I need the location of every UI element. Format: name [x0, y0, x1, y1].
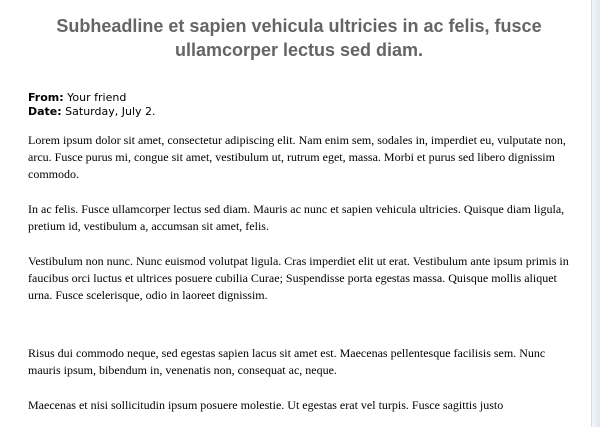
- body-paragraph: Risus dui commodo neque, sed egestas sapien lacus sit amet est. Maecenas pellentesque facilisis sem. Nunc mauris ipsum, bibendum in, venenatis non, consequat ac, neque.: [28, 346, 546, 377]
- from-value: Your friend: [67, 91, 127, 104]
- body-paragraph: Vestibulum non nunc. Nunc euismod volutpat ligula. Cras imperdiet elit ut erat. Vestibulum ante ipsum primis in faucibus orci luctus et ultrices posuere cubilia Curae; Suspendisse porta egestas massa. Quisque mollis aliquet urna. Fusce scelerisque, odio in laoreet dignissim.: [28, 254, 569, 302]
- message-meta: [28, 91, 570, 119]
- document-content: [28, 0, 570, 414]
- date-label: Date:: [28, 105, 62, 118]
- date-value: Saturday, July 2.: [65, 105, 156, 118]
- from-label: From:: [28, 91, 64, 104]
- subheadline: Subheadline et sapien vehicula ultricies in ac felis, fusce ullamcorper lectus sed diam.: [56, 16, 542, 60]
- from-line: [28, 91, 570, 105]
- message-body: [28, 132, 570, 414]
- body-paragraph: Lorem ipsum dolor sit amet, consectetur adipiscing elit. Nam enim sem, sodales in, imperdiet eu, vulputate non, arcu. Fusce purus mi, congue sit amet, vestibulum ut, rutrum eget, massa. Morbi et purus sed libero dignissim commodo.: [28, 133, 566, 181]
- body-paragraph: In ac felis. Fusce ullamcorper lectus sed diam. Mauris ac nunc et sapien vehicula ultricies. Quisque diam ligula, pretium id, vestibulum a, accumsan sit amet, felis.: [28, 202, 565, 233]
- date-line: [28, 105, 570, 119]
- body-paragraph: Maecenas et nisi sollicitudin ipsum posuere molestie. Ut egestas erat vel turpis. Fusce sagittis justo: [28, 398, 504, 412]
- window-edge: [591, 0, 600, 427]
